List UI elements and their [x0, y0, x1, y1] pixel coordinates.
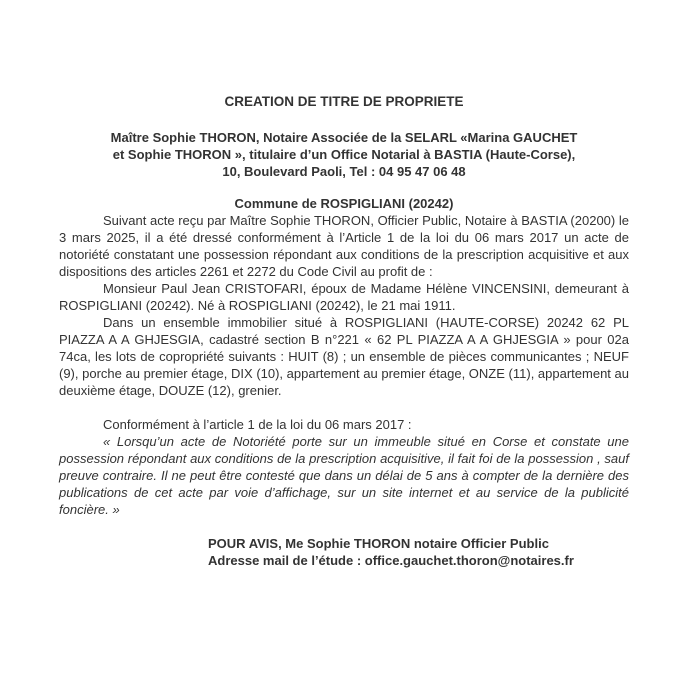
- email-line: Adresse mail de l’étude : office.gauchet.thoron@notaires.fr: [208, 553, 574, 568]
- paragraph-citation-loi: « Lorsqu’un acte de Notoriété porte sur un immeuble situé en Corse et constate une possession répondant aux conditions de la prescription acquisitive, il fait foi de la possession , sauf preuve contraire. Il ne peut être contesté que dans un délai de 5 ans à compter de la dernière des publications de cet acte par voie d’affichage, sur un site internet et au service de la publicité foncière. »: [59, 434, 629, 517]
- pour-avis-line: POUR AVIS, Me Sophie THORON notaire Officier Public: [208, 536, 549, 551]
- paragraph-bien-immobilier: Dans un ensemble immobilier situé à ROSPIGLIANI (HAUTE-CORSE) 20242 62 PL PIAZZA A A GHJESGIA, cadastré section B n°221 « 62 PL PIAZZA A A GHJESGIA » pour 02a 74ca, les lots de copropriété suivants : HUIT (8) ; un ensemble de pièces communicantes ; NEUF (9), porche au premier étage, DIX (10), appartement au premier étage, ONZE (11), appartement au deuxième étage, DOUZE (12), grenier.: [59, 315, 629, 398]
- notary-header-line-3: 10, Boulevard Paoli, Tel : 04 95 47 06 48: [222, 164, 466, 179]
- notary-header-line-1: Maître Sophie THORON, Notaire Associée de la SELARL «Marina GAUCHET: [110, 130, 578, 145]
- notary-header: [59, 129, 629, 180]
- commune-heading: Commune de ROSPIGLIANI (20242): [234, 196, 454, 211]
- legal-notice-document: [59, 0, 629, 569]
- notary-header-line-2: et Sophie THORON », titulaire d’un Office Notarial à BASTIA (Haute-Corse),: [112, 147, 576, 162]
- notice-title: CREATION DE TITRE DE PROPRIETE: [224, 94, 464, 109]
- paragraph-acte-recu: Suivant acte reçu par Maître Sophie THORON, Officier Public, Notaire à BASTIA (20200) le 3 mars 2025, il a été dressé conformément à l’Article 1 de la loi du 06 mars 2017 un acte de notoriété constatant une possession répondant aux conditions de la prescription acquisitive et aux dispositions des articles 2261 et 2272 du Code Civil au profit de :: [59, 213, 629, 279]
- paragraph-conformement: Conformément à l’article 1 de la loi du 06 mars 2017 :: [103, 417, 412, 432]
- paragraph-beneficiaire: Monsieur Paul Jean CRISTOFARI, époux de Madame Hélène VINCENSINI, demeurant à ROSPIGLIANI (20242). Né à ROSPIGLIANI (20242), le 21 mai 1911.: [59, 281, 629, 313]
- signoff-block: [208, 535, 629, 569]
